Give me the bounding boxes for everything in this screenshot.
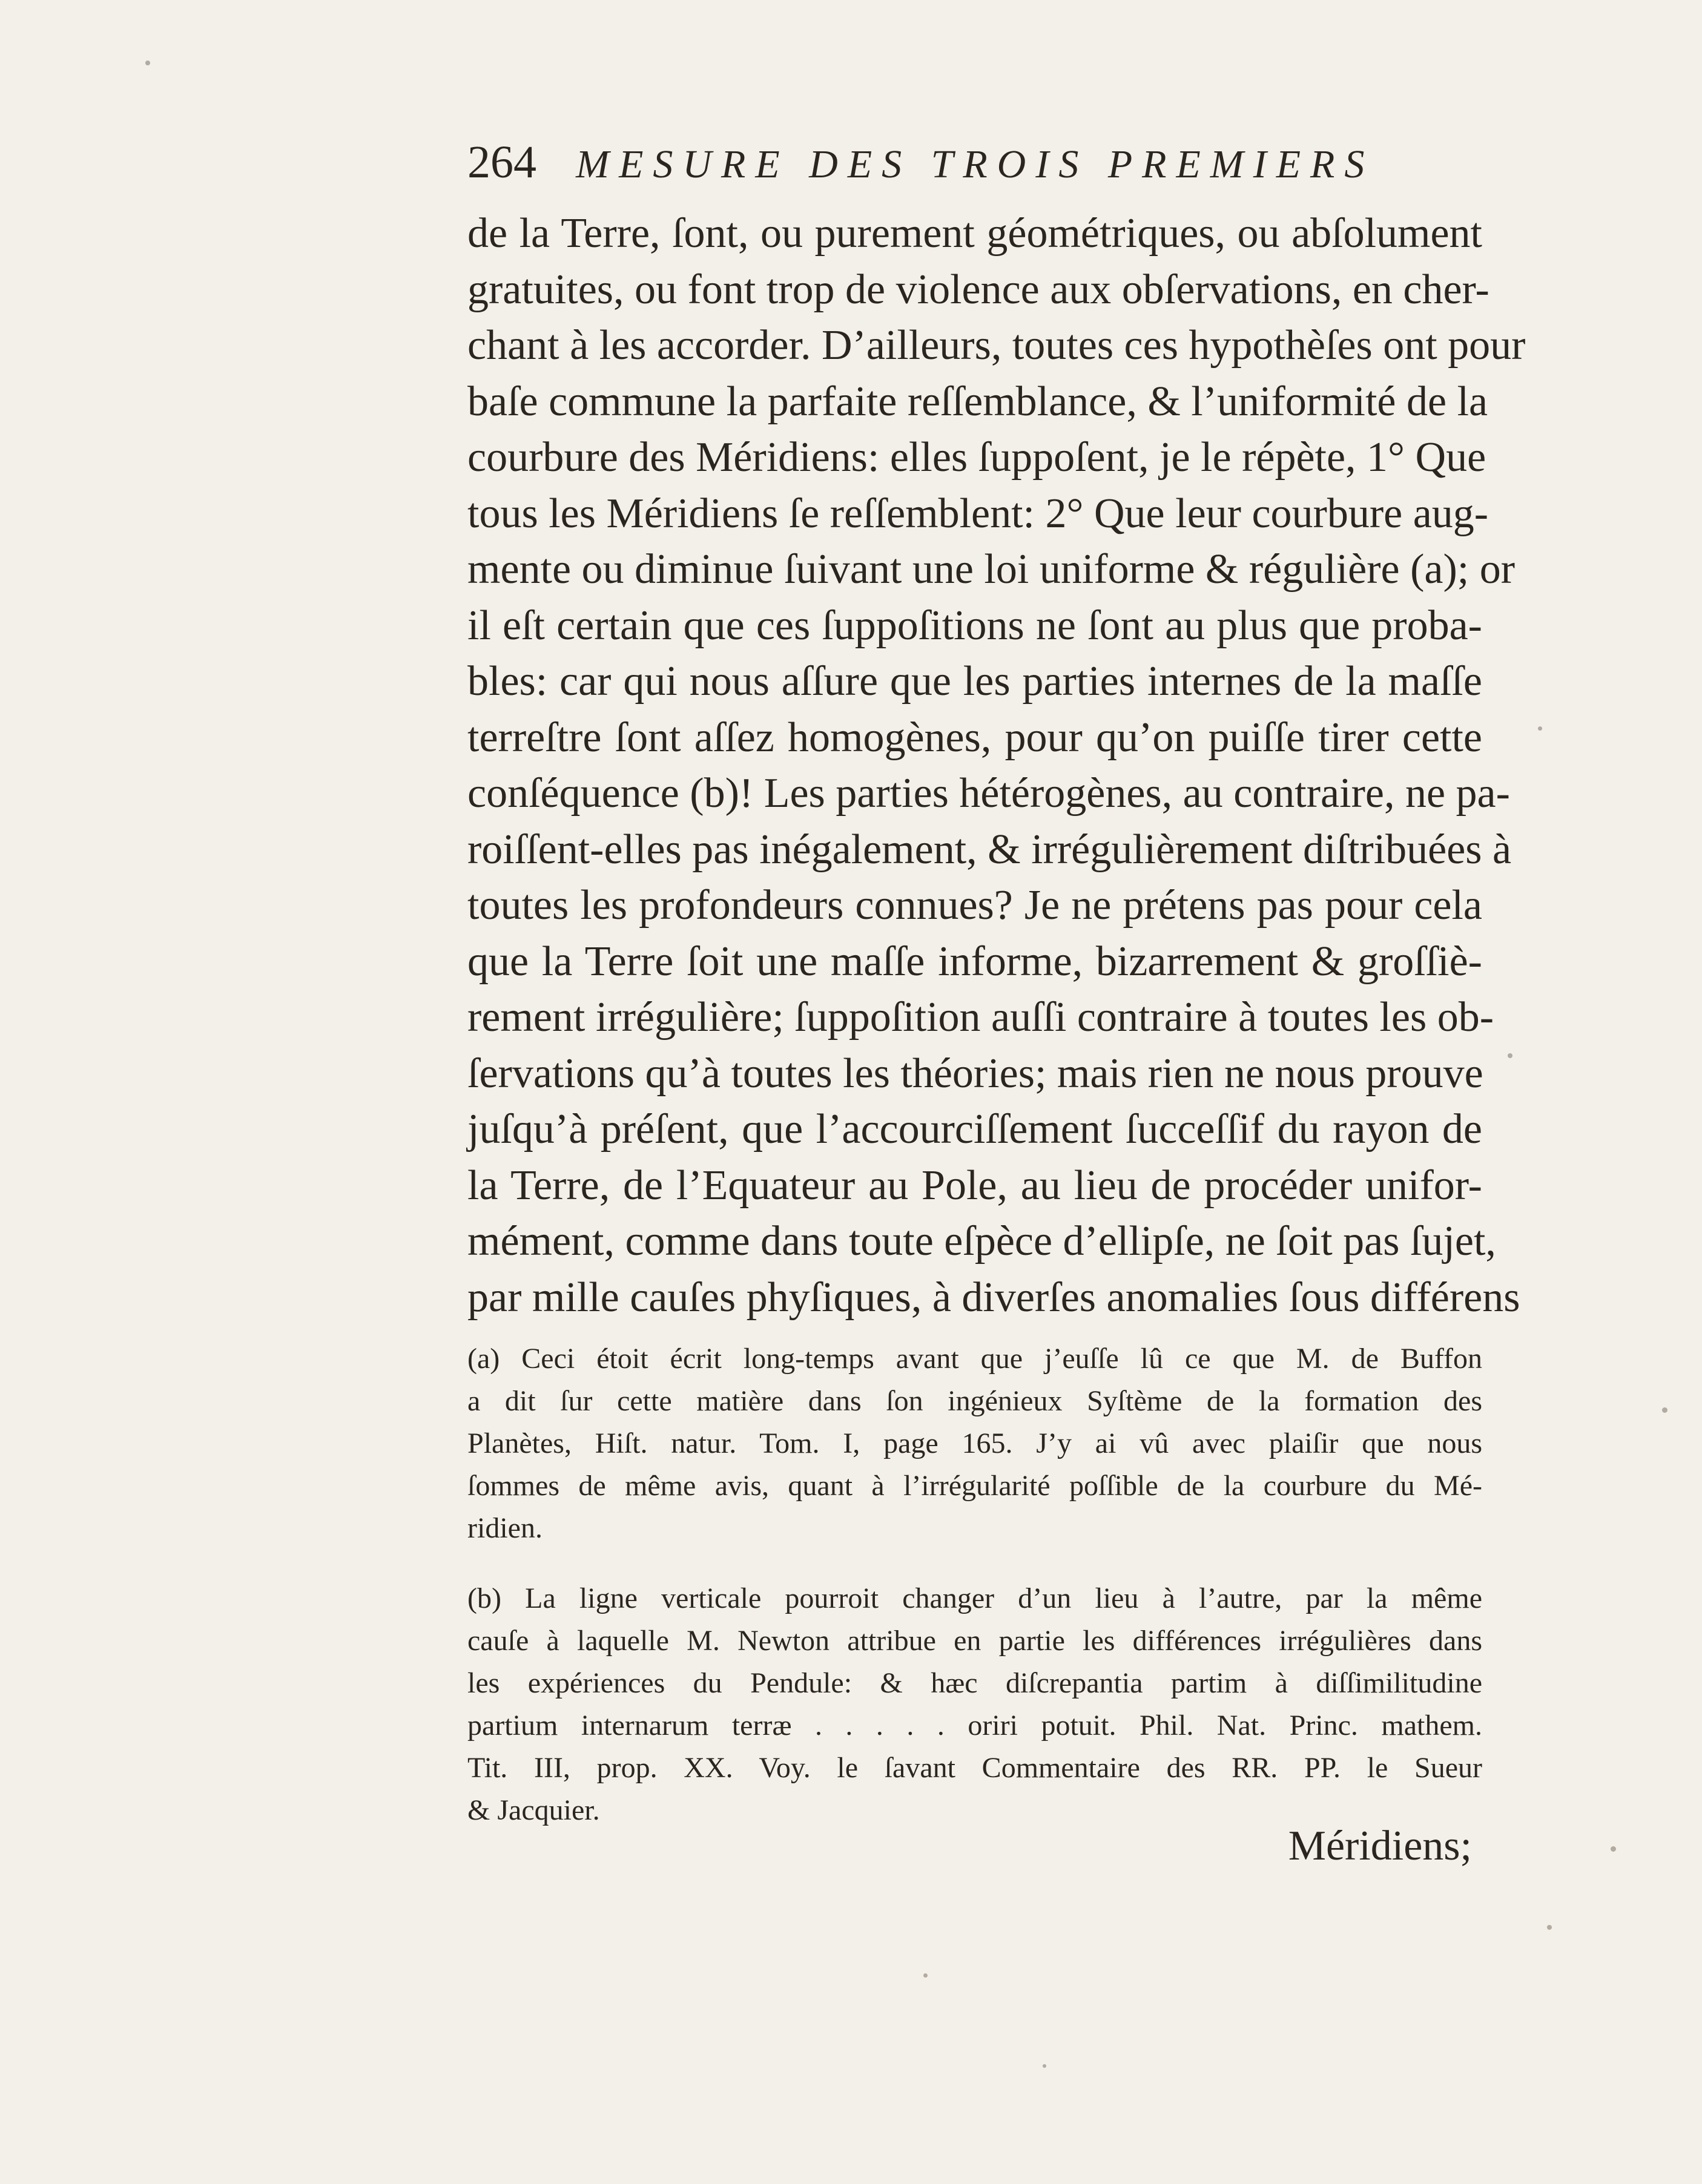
- paper-speck: [1043, 2064, 1046, 2068]
- text-line: ſervations qu’à toutes les théories; mais rien ne nous prouve: [467, 1050, 1483, 1097]
- footnote-line: Tit. III, prop. XX. Voy. le ſavant Commentaire des RR. PP. le Sueur: [467, 1752, 1482, 1784]
- text-line: la Terre, de l’Equateur au Pole, au lieu de procéder unifor-: [467, 1162, 1482, 1209]
- text-line: baſe commune la parfaite reſſemblance, & l’uniformité de la: [467, 378, 1488, 425]
- footnote-line: cauſe à laquelle M. Newton attribue en partie les différences irrégulières dans: [467, 1625, 1482, 1657]
- text-line: juſqu’à préſent, que l’accourciſſement ſucceſſif du rayon de: [467, 1106, 1482, 1153]
- running-title: MESURE DES TROIS PREMIERS: [576, 142, 1374, 186]
- footnote-spacer: [467, 1550, 1482, 1577]
- catchword: Méridiens;: [1288, 1823, 1472, 1869]
- text-line: il eſt certain que ces ſuppoſitions ne ſont au plus que proba-: [467, 602, 1482, 649]
- text-line: bles: car qui nous aſſure que les parties internes de la maſſe: [467, 658, 1482, 705]
- paper-speck: [1611, 1846, 1616, 1852]
- paper-speck: [1547, 1925, 1552, 1930]
- footnote-line: Planètes, Hiſt. natur. Tom. I, page 165. J’y ai vû avec plaiſir que nous: [467, 1427, 1482, 1459]
- text-line: terreſtre ſont aſſez homogènes, pour qu’on puiſſe tirer cette: [467, 714, 1482, 761]
- paper-speck: [1662, 1407, 1667, 1413]
- main-text-block: [467, 206, 1526, 1326]
- page-header: [467, 136, 1376, 203]
- page-number: 264: [467, 137, 536, 188]
- text-line: mément, comme dans toute eſpèce d’ellipſe, ne ſoit pas ſujet,: [467, 1218, 1496, 1265]
- paper-speck: [923, 1973, 928, 1978]
- paper-speck: [1538, 726, 1542, 731]
- footnote-a: [467, 1338, 1482, 1550]
- text-line: rement irrégulière; ſuppoſition auſſi contraire à toutes les ob-: [467, 994, 1494, 1041]
- paper-speck: [1508, 1053, 1512, 1058]
- text-line: conſéquence (b)! Les parties hétérogènes, au contraire, ne pa-: [467, 770, 1510, 817]
- footnote-line: ridien.: [467, 1512, 543, 1544]
- text-line: courbure des Méridiens: elles ſuppoſent, je le répète, 1° Que: [467, 434, 1486, 481]
- text-line: gratuites, ou font trop de violence aux obſervations, en cher-: [467, 266, 1489, 313]
- text-line: de la Terre, ſont, ou purement géométriques, ou abſolument: [467, 210, 1482, 257]
- footnote-line: a dit ſur cette matière dans ſon ingénieux Syſtème de la formation des: [467, 1385, 1482, 1417]
- footnote-line: les expériences du Pendule: & hæc diſcrepantia partim à diſſimilitudine: [467, 1667, 1482, 1699]
- text-line: que la Terre ſoit une maſſe informe, bizarrement & groſſiè-: [467, 938, 1482, 985]
- footnote-line: ſommes de même avis, quant à l’irrégularité poſſible de la courbure du Mé-: [467, 1470, 1482, 1502]
- text-line: roiſſent-elles pas inégalement, & irrégulièrement diſtribuées à: [467, 826, 1512, 873]
- footnotes: [467, 1338, 1482, 1832]
- footnote-b: [467, 1577, 1482, 1832]
- text-line: par mille cauſes phyſiques, à diverſes anomalies ſous différens: [467, 1274, 1520, 1321]
- text-line: toutes les profondeurs connues? Je ne prétens pas pour cela: [467, 882, 1482, 929]
- footnote-line: (a) Ceci étoit écrit long-temps avant que j’euſſe lû ce que M. de Buffon: [467, 1343, 1482, 1375]
- paper-speck: [145, 61, 150, 65]
- footnote-line: partium internarum terræ . . . . . oriri potuit. Phil. Nat. Princ. mathem.: [467, 1709, 1482, 1742]
- text-line: chant à les accorder. D’ailleurs, toutes ces hypothèſes ont pour: [467, 322, 1526, 369]
- text-line: tous les Méridiens ſe reſſemblent: 2° Que leur courbure aug-: [467, 490, 1489, 537]
- footnote-line: & Jacquier.: [467, 1794, 600, 1826]
- text-line: mente ou diminue ſuivant une loi uniforme & régulière (a); or: [467, 546, 1516, 593]
- footnote-line: (b) La ligne verticale pourroit changer d’un lieu à l’autre, par la même: [467, 1582, 1482, 1614]
